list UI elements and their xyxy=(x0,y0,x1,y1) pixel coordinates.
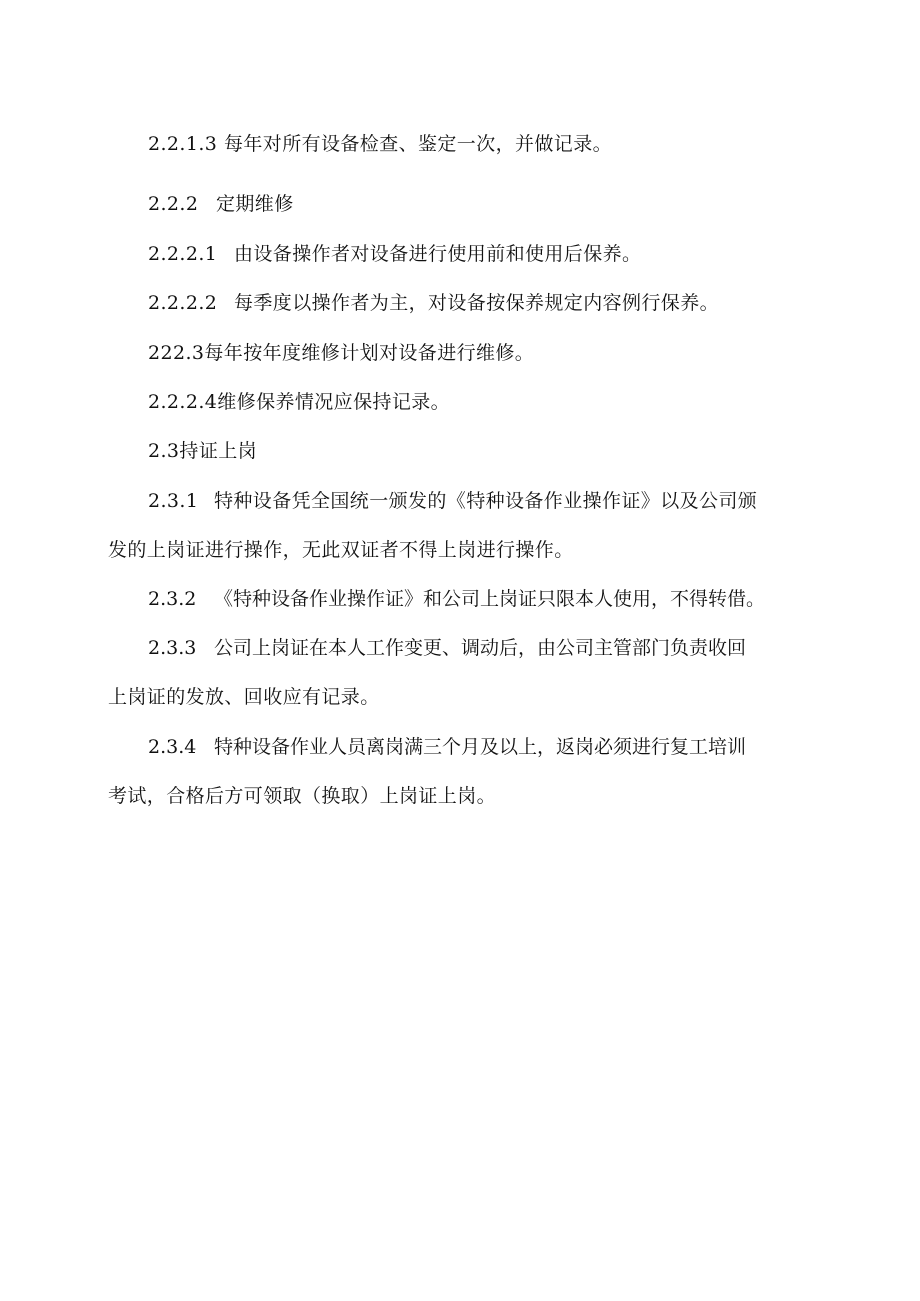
section-number: 2.3.4 xyxy=(148,736,197,758)
paragraph-2-3-4-cont xyxy=(108,783,496,809)
paragraph-2-2-2-1 xyxy=(148,241,641,267)
paragraph-2-3-2 xyxy=(148,586,765,612)
heading-2-2-2 xyxy=(148,191,294,217)
paragraph-text: 考试，合格后方可领取（换取）上岗证上岗。 xyxy=(108,785,497,807)
paragraph-text: 特种设备凭全国统一颁发的《特种设备作业操作证》以及公司颁 xyxy=(214,490,758,512)
paragraph-2-3-1-cont xyxy=(108,537,574,563)
paragraph-text: 每年对所有设备检查、鉴定一次，并做记录。 xyxy=(224,133,613,155)
paragraph-2-2-1-3 xyxy=(148,131,612,157)
heading-text: 2.3持证上岗 xyxy=(148,440,258,462)
heading-text: 定期维修 xyxy=(216,193,294,215)
paragraph-text: 222.3每年按年度维修计划对设备进行维修。 xyxy=(148,342,535,364)
heading-2-3 xyxy=(148,438,257,464)
paragraph-2-2-2-3 xyxy=(148,340,534,366)
paragraph-2-2-2-2 xyxy=(148,290,719,316)
section-number: 2.3.2 xyxy=(148,588,197,610)
paragraph-text: 上岗证的发放、回收应有记录。 xyxy=(108,686,380,708)
paragraph-2-2-2-4 xyxy=(148,389,450,415)
paragraph-text: 发的上岗证进行操作，无此双证者不得上岗进行操作。 xyxy=(108,539,574,561)
section-number: 2.2.2 xyxy=(148,193,199,215)
paragraph-2-3-3 xyxy=(148,635,746,661)
paragraph-text: 公司上岗证在本人工作变更、调动后，由公司主管部门负责收回 xyxy=(214,637,747,659)
paragraph-text: 《特种设备作业操作证》和公司上岗证只限本人使用，不得转借。 xyxy=(214,588,766,610)
paragraph-text: 特种设备作业人员离岗满三个月及以上，返岗必须进行复工培训 xyxy=(214,736,747,758)
paragraph-text: 由设备操作者对设备进行使用前和使用后保养。 xyxy=(234,243,642,265)
paragraph-2-3-1 xyxy=(148,488,757,514)
section-number: 2.2.2.1 xyxy=(148,243,218,265)
paragraph-text: 2.2.2.4维修保养情况应保持记录。 xyxy=(148,391,451,413)
paragraph-2-3-4 xyxy=(148,734,746,760)
section-number: 2.3.1 xyxy=(148,490,199,512)
section-number: 2.3.3 xyxy=(148,637,197,659)
section-number: 2.2.2.2 xyxy=(148,292,218,314)
paragraph-2-3-3-cont xyxy=(108,684,380,710)
paragraph-text: 每季度以操作者为主，对设备按保养规定内容例行保养。 xyxy=(234,292,720,314)
section-number: 2.2.1.3 xyxy=(148,133,218,155)
